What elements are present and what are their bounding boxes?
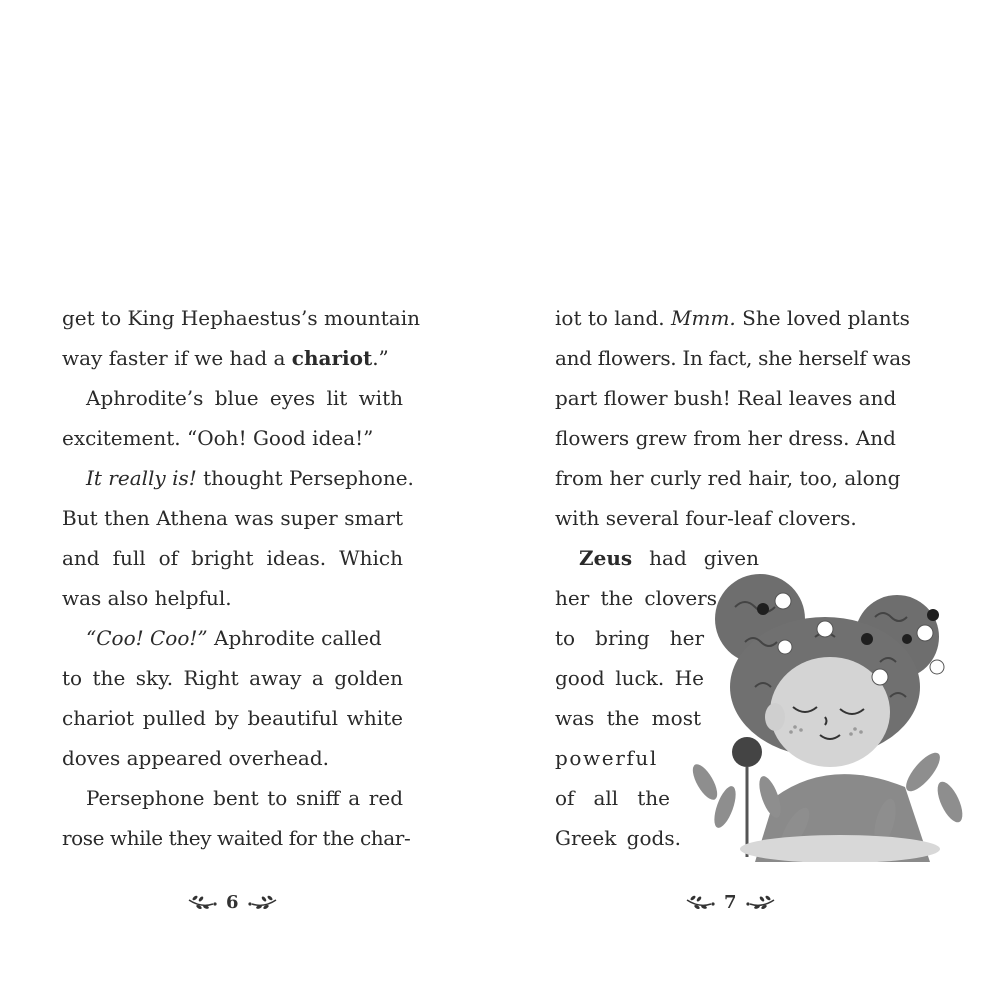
text-line: iot to land. Mmm. She loved plants [555, 306, 910, 330]
text-line: to the sky. Right away a golden [62, 666, 403, 690]
text-line: Zeus had given [579, 546, 759, 570]
text-line: good luck. He [555, 666, 704, 690]
persephone-illustration [675, 567, 975, 862]
text-line: with several four-leaf clovers. [555, 506, 857, 530]
right-page [500, 0, 1000, 1000]
text-line: and full of bright ideas. Which [62, 546, 403, 570]
page-footer [187, 888, 278, 916]
leaf-sprig-icon [685, 892, 715, 912]
text-line: get to King Hephaestus’s mountain [62, 306, 420, 330]
text-line: her the clovers [555, 586, 717, 610]
text-line: It really is! thought Persephone. [86, 466, 414, 490]
page-number: 6 [226, 891, 239, 913]
text-line: flowers grew from her dress. And [555, 426, 896, 450]
text-line: But then Athena was super smart [62, 506, 403, 530]
text-line: excitement. “Ooh! Good idea!” [62, 426, 374, 450]
text-line: way faster if we had a chariot.” [62, 346, 389, 370]
page-number: 7 [724, 891, 737, 913]
leaf-sprig-icon [187, 892, 217, 912]
text-line: and flowers. In fact, she herself was [555, 346, 911, 370]
text-line: was also helpful. [62, 586, 232, 610]
text-line: Greek gods. [555, 826, 681, 850]
vocab-word: chariot [291, 346, 373, 370]
text-line: Persephone bent to sniff a red [86, 786, 403, 810]
text-line: doves appeared overhead. [62, 746, 329, 770]
text-line: Aphrodite’s blue eyes lit with [86, 386, 403, 410]
text-line: “Coo! Coo!” Aphrodite called [86, 626, 382, 650]
text-line: chariot pulled by beautiful white [62, 706, 403, 730]
leaf-sprig-icon [746, 892, 776, 912]
text-line: to bring her [555, 626, 704, 650]
text-line: was the most [555, 706, 701, 730]
text-line: from her curly red hair, too, along [555, 466, 901, 490]
vocab-word: Zeus [579, 546, 633, 570]
leaf-sprig-icon [248, 892, 278, 912]
text-line: of all the [555, 786, 670, 810]
text-line: rose while they waited for the char- [62, 826, 411, 850]
text-line: powerful [555, 746, 658, 770]
page-footer [685, 888, 776, 916]
text-line: part flower bush! Real leaves and [555, 386, 897, 410]
